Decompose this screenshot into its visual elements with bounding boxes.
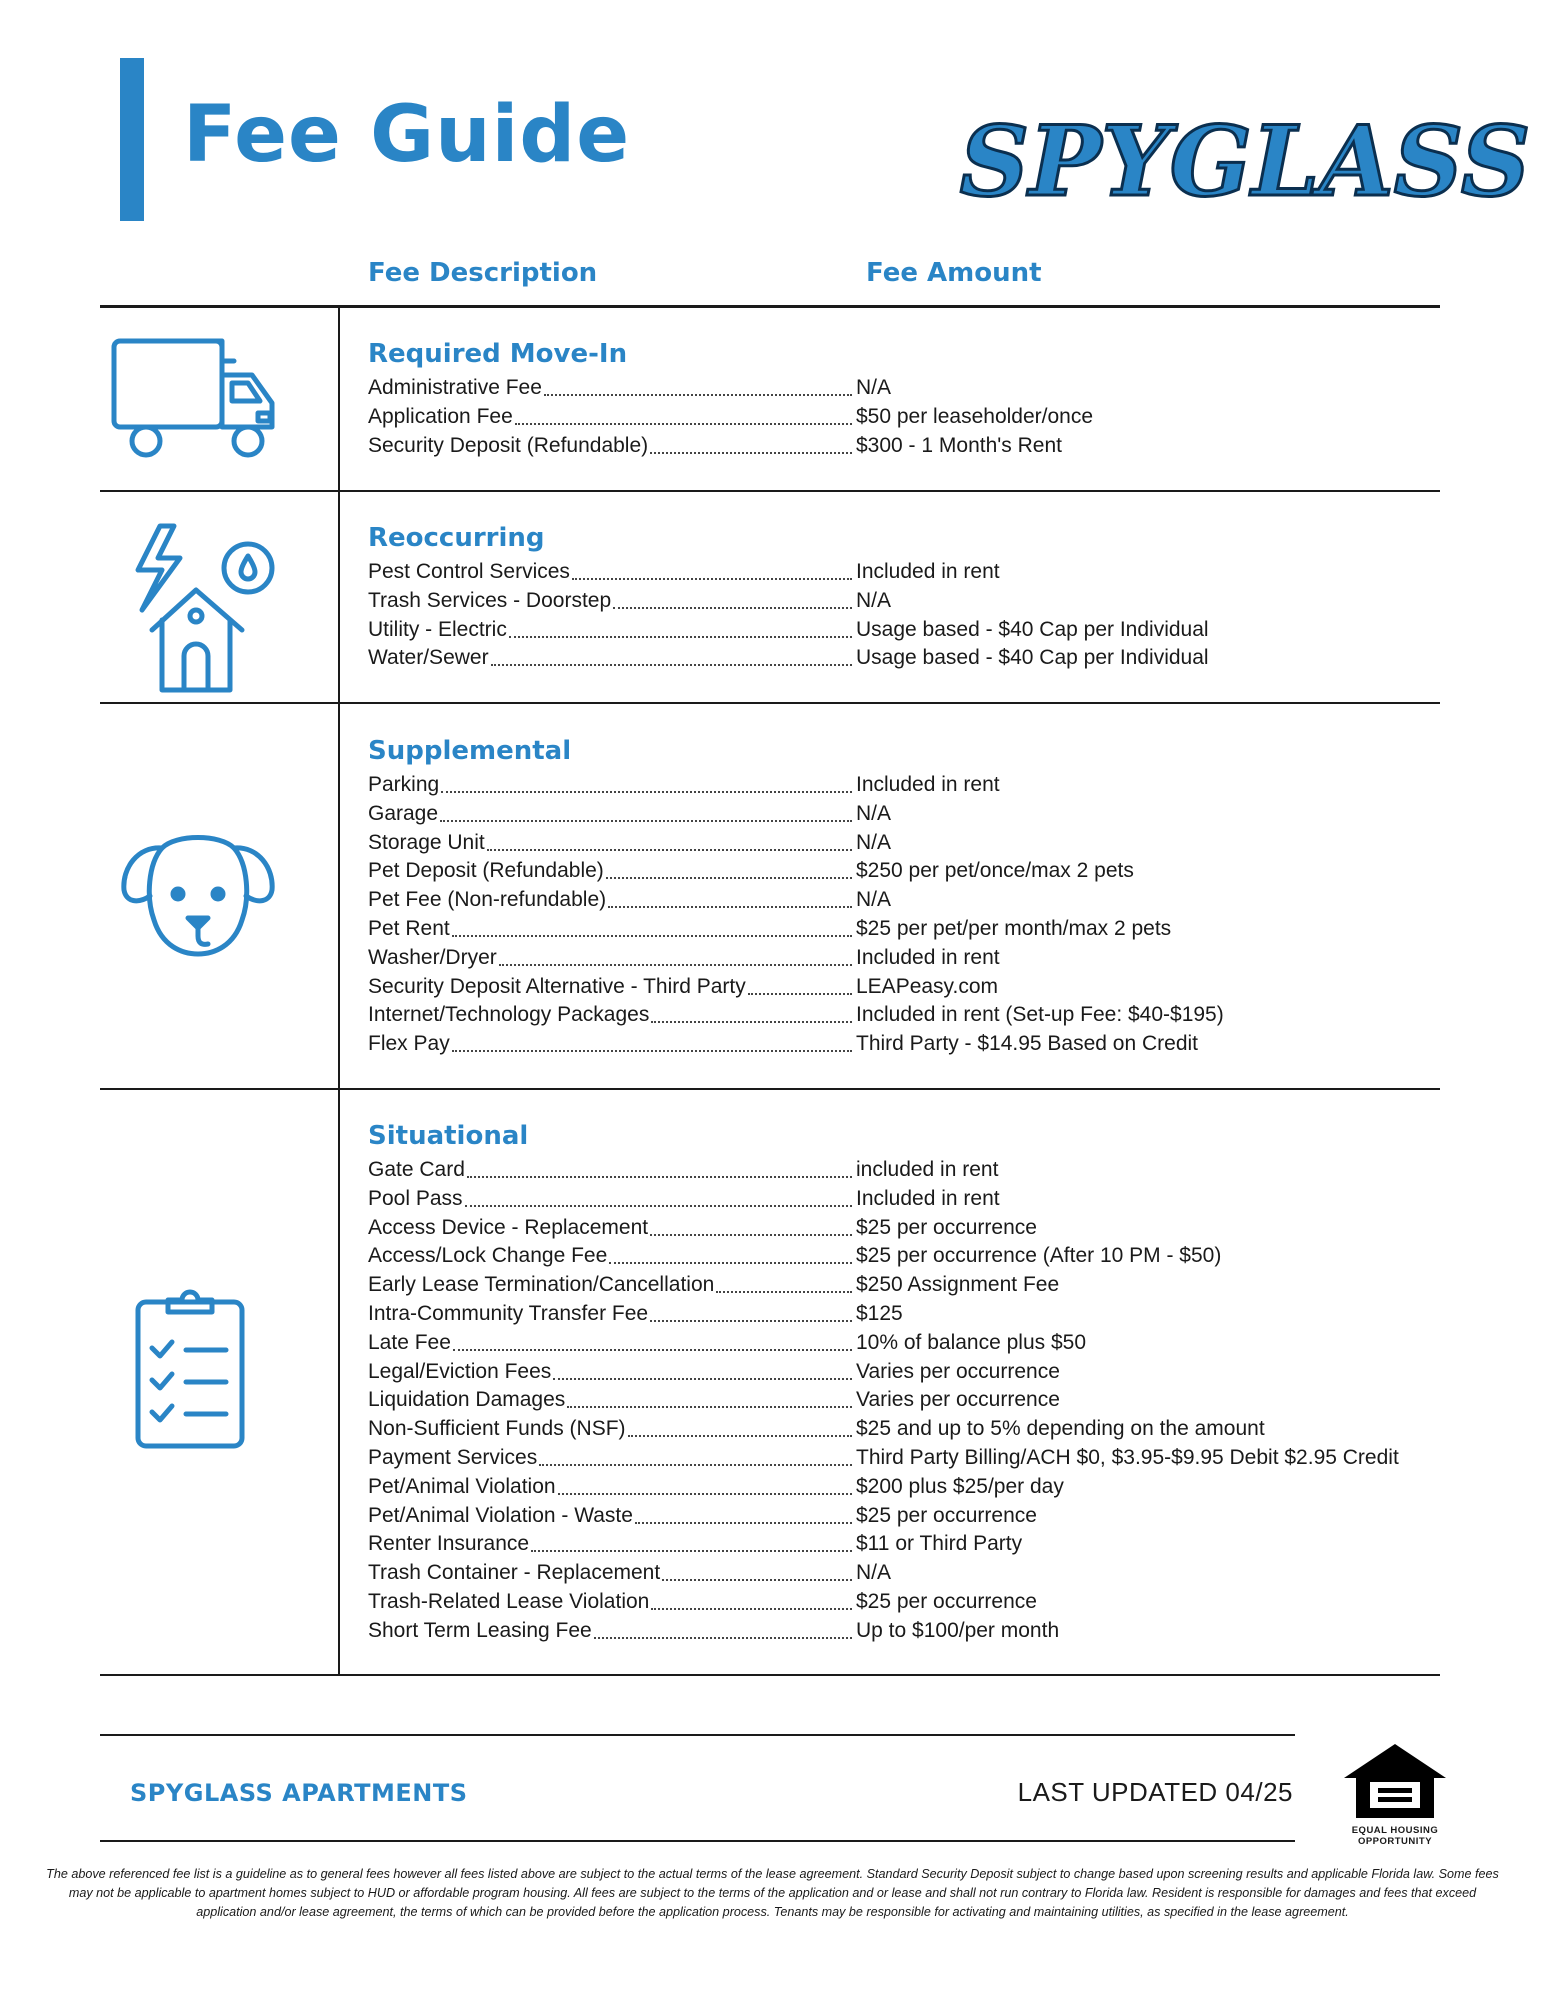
- fee-label: Pool Pass: [368, 1186, 463, 1210]
- dot-leader: [441, 771, 852, 793]
- footer-company-name: SPYGLASS APARTMENTS: [130, 1779, 468, 1807]
- fee-label: Pet Deposit (Refundable): [368, 859, 604, 883]
- fee-description-cell: [368, 1358, 854, 1387]
- fee-row: [368, 374, 1528, 403]
- fee-amount: $250 per pet/once/max 2 pets: [856, 859, 1134, 883]
- page-title: Fee Guide: [183, 90, 631, 180]
- fee-row: [368, 558, 1528, 587]
- fee-description-cell: [368, 1386, 854, 1415]
- fee-row: [368, 1444, 1528, 1473]
- dot-leader: [650, 1300, 852, 1322]
- fee-row: [368, 1473, 1528, 1502]
- fee-amount: Up to $100/per month: [856, 1618, 1060, 1642]
- dot-leader: [453, 1329, 852, 1351]
- fee-description-cell: [368, 1185, 854, 1214]
- fee-row: [368, 829, 1528, 858]
- fee-amount: N/A: [856, 801, 892, 825]
- fee-label: Application Fee: [368, 404, 513, 428]
- fee-description-cell: [368, 829, 854, 858]
- fee-label: Payment Services: [368, 1445, 538, 1469]
- fee-amount: N/A: [856, 830, 892, 854]
- fee-row: [368, 587, 1528, 616]
- fee-description-cell: [368, 644, 854, 673]
- fee-row: [368, 800, 1528, 829]
- fee-label: Access Device - Replacement: [368, 1215, 649, 1239]
- fee-amount: $200 plus $25/per day: [856, 1474, 1064, 1498]
- dot-leader: [651, 1588, 852, 1610]
- dot-leader: [716, 1271, 852, 1293]
- dog-icon: [118, 828, 278, 958]
- fee-label: Trash Container - Replacement: [368, 1561, 661, 1585]
- fee-label: Trash-Related Lease Violation: [368, 1589, 650, 1613]
- fee-amount: included in rent: [856, 1158, 999, 1181]
- fee-label: Security Deposit Alternative - Third Party: [368, 974, 746, 998]
- fee-amount: N/A: [856, 588, 892, 612]
- title-accent-bar: [120, 58, 144, 221]
- dot-leader: [440, 800, 852, 822]
- section-reoccurring: [368, 520, 1528, 673]
- spyglass-logo: [959, 90, 1531, 240]
- section-divider: [100, 1088, 1440, 1090]
- dot-leader: [499, 944, 852, 966]
- dot-leader: [567, 1386, 852, 1408]
- section-title: Supplemental: [368, 736, 572, 766]
- dot-leader: [452, 915, 852, 937]
- footer-top-rule: [100, 1734, 1295, 1736]
- dot-leader: [609, 1242, 852, 1264]
- fee-label: Pet Rent: [368, 916, 450, 940]
- fee-amount: Included in rent: [856, 1186, 1000, 1210]
- fee-amount: $25 per occurrence: [856, 1503, 1037, 1527]
- fee-amount: Included in rent: [856, 773, 1000, 796]
- dot-leader: [539, 1444, 852, 1466]
- dot-leader: [635, 1502, 852, 1524]
- dot-leader: [553, 1358, 852, 1380]
- fee-row: [368, 1156, 1528, 1185]
- dot-leader: [465, 1185, 852, 1207]
- dot-leader: [487, 829, 852, 851]
- table-column-rule: [338, 307, 340, 1674]
- fee-amount: Varies per occurrence: [856, 1359, 1060, 1383]
- fee-row: [368, 1588, 1528, 1617]
- fee-description-cell: [368, 1300, 854, 1329]
- fee-description-cell: [368, 1030, 854, 1059]
- fee-description-cell: [368, 1559, 854, 1588]
- dot-leader: [651, 1001, 852, 1023]
- fee-label: Access/Lock Change Fee: [368, 1244, 608, 1268]
- last-updated-date: LAST UPDATED 04/25: [1017, 1777, 1293, 1807]
- fee-description-cell: [368, 432, 854, 461]
- dot-leader: [544, 374, 852, 396]
- column-header-amount: Fee Amount: [866, 258, 1042, 288]
- fee-description-cell: [368, 587, 854, 616]
- fee-label: Security Deposit (Refundable): [368, 433, 649, 457]
- fee-amount: Third Party Billing/ACH $0, $3.95-$9.95 Debit $2.95 Credit: [856, 1445, 1399, 1469]
- dot-leader: [613, 587, 852, 609]
- fee-row: [368, 1559, 1528, 1588]
- fee-description-cell: [368, 1242, 854, 1271]
- fee-amount: $25 per occurrence (After 10 PM - $50): [856, 1244, 1222, 1268]
- fee-row: [368, 1271, 1528, 1300]
- fee-label: Garage: [368, 801, 439, 825]
- dot-leader: [650, 1214, 852, 1236]
- dot-leader: [662, 1559, 852, 1581]
- fee-row: [368, 1001, 1528, 1030]
- fee-label: Early Lease Termination/Cancellation: [368, 1273, 715, 1297]
- fee-description-cell: [368, 1617, 854, 1646]
- fee-description-cell: [368, 973, 854, 1002]
- fee-row: [368, 616, 1528, 645]
- fee-description-cell: [368, 1530, 854, 1559]
- fee-row: [368, 644, 1528, 673]
- fee-label: Intra-Community Transfer Fee: [368, 1301, 649, 1325]
- section-required-move-in: [368, 336, 1528, 460]
- dot-leader: [608, 886, 852, 908]
- fee-label: Trash Services - Doorstep: [368, 588, 612, 612]
- fee-label: Parking: [368, 773, 440, 796]
- fee-amount: 10% of balance plus $50: [856, 1330, 1087, 1354]
- section-title: Situational: [368, 1121, 529, 1151]
- fee-label: Water/Sewer: [368, 646, 489, 670]
- legal-disclaimer: The above referenced fee list is a guideline as to general fees however all fees listed above are subject to the actual terms of the lease agreement. Standard Security Deposit subject to change based upon screening results and applicable Florida law. Some fees may not be applicable to apartment homes subject to HUD or affordable program housing. All fees are subject to the terms of the application and or lease and shall not run contrary to Florida law. Resident is responsible for damages and fees that exceed application and/or lease agreement, the terms of which can be provided before the application process. Tenants may be responsible for activating and maintaining utilities, as specified in the lease agreement.: [46, 1867, 1499, 1919]
- fee-description-cell: [368, 403, 854, 432]
- equal-housing-opportunity-logo: [1340, 1740, 1450, 1847]
- fee-label: Late Fee: [368, 1330, 451, 1354]
- fee-amount: $125: [856, 1301, 903, 1325]
- fee-description-cell: [368, 1001, 854, 1030]
- fee-description-cell: [368, 1156, 854, 1185]
- fee-row: [368, 1358, 1528, 1387]
- fee-row: [368, 403, 1528, 432]
- fee-row: [368, 1300, 1528, 1329]
- dot-leader: [748, 973, 852, 995]
- fee-amount: Included in rent: [856, 945, 1000, 969]
- fee-description-cell: [368, 1329, 854, 1358]
- fee-label: Administrative Fee: [368, 376, 542, 399]
- fee-description-cell: [368, 616, 854, 645]
- fee-description-cell: [368, 1214, 854, 1243]
- fee-row: [368, 1185, 1528, 1214]
- fee-label: Liquidation Damages: [368, 1388, 566, 1412]
- section-divider: [100, 702, 1440, 704]
- fee-description-cell: [368, 558, 854, 587]
- fee-description-cell: [368, 771, 854, 800]
- dot-leader: [491, 644, 852, 666]
- fee-amount: Usage based - $40 Cap per Individual: [856, 646, 1209, 670]
- fee-row: [368, 1242, 1528, 1271]
- fee-row: [368, 915, 1528, 944]
- fee-label: Pet/Animal Violation - Waste: [368, 1503, 633, 1527]
- fee-row: [368, 886, 1528, 915]
- equal-housing-house-icon: [1340, 1740, 1450, 1820]
- dot-leader: [452, 1030, 852, 1052]
- section-situational: [368, 1118, 1528, 1646]
- fee-amount: $300 - 1 Month's Rent: [856, 433, 1062, 457]
- fee-row: [368, 1329, 1528, 1358]
- fee-row: [368, 1214, 1528, 1243]
- fee-description-cell: [368, 1415, 854, 1444]
- fee-amount: $25 per occurrence: [856, 1589, 1037, 1613]
- dot-leader: [515, 403, 852, 425]
- fee-label: Pest Control Services: [368, 560, 570, 583]
- fee-row: [368, 1386, 1528, 1415]
- fee-description-cell: [368, 886, 854, 915]
- eho-line2: OPPORTUNITY: [1357, 1836, 1433, 1847]
- fee-amount: $50 per leaseholder/once: [856, 404, 1094, 428]
- fee-description-cell: [368, 1271, 854, 1300]
- fee-description-cell: [368, 857, 854, 886]
- fee-label: Utility - Electric: [368, 617, 507, 641]
- fee-description-cell: [368, 1473, 854, 1502]
- fee-label: Pet/Animal Violation: [368, 1474, 556, 1498]
- fee-amount: $25 per occurrence: [856, 1215, 1037, 1239]
- section-supplemental: [368, 733, 1528, 1059]
- fee-amount: $25 and up to 5% depending on the amount: [856, 1417, 1265, 1441]
- fee-row: [368, 944, 1528, 973]
- fee-label: Non-Sufficient Funds (NSF): [368, 1417, 626, 1441]
- dot-leader: [606, 857, 852, 879]
- dot-leader: [628, 1415, 852, 1437]
- fee-row: [368, 432, 1528, 461]
- clipboard-checklist-icon: [130, 1282, 250, 1452]
- fee-label: Washer/Dryer: [368, 945, 497, 969]
- fee-amount: N/A: [856, 888, 892, 912]
- section-divider: [100, 490, 1440, 492]
- column-header-description: Fee Description: [368, 258, 598, 288]
- table-top-rule: [100, 305, 1440, 308]
- fee-amount: Third Party - $14.95 Based on Credit: [856, 1032, 1199, 1056]
- dot-leader: [509, 616, 852, 638]
- fee-description-cell: [368, 1502, 854, 1531]
- fee-amount: N/A: [856, 1561, 892, 1585]
- fee-row: [368, 857, 1528, 886]
- fee-description-cell: [368, 374, 854, 403]
- fee-label: Renter Insurance: [368, 1532, 530, 1556]
- fee-amount: Included in rent: [856, 560, 1000, 583]
- eho-line1: EQUAL HOUSING: [1351, 1825, 1439, 1836]
- fee-description-cell: [368, 944, 854, 973]
- fee-amount: LEAPeasy.com: [856, 974, 999, 998]
- fee-row: [368, 1530, 1528, 1559]
- dot-leader: [467, 1156, 852, 1178]
- dot-leader: [650, 432, 852, 454]
- section-title: Required Move-In: [368, 339, 628, 369]
- fee-description-cell: [368, 1588, 854, 1617]
- fee-label: Storage Unit: [368, 830, 485, 854]
- fee-amount: $11 or Third Party: [856, 1532, 1023, 1556]
- fee-label: Gate Card: [368, 1158, 465, 1181]
- fee-amount: $250 Assignment Fee: [856, 1273, 1060, 1297]
- fee-row: [368, 1415, 1528, 1444]
- footer-bottom-rule: [100, 1840, 1295, 1842]
- fee-label: Short Term Leasing Fee: [368, 1618, 592, 1642]
- section-title: Reoccurring: [368, 523, 545, 553]
- fee-row: [368, 973, 1528, 1002]
- fee-description-cell: [368, 1444, 854, 1473]
- fee-amount: Varies per occurrence: [856, 1388, 1060, 1412]
- logo-text: SPYGLASS: [959, 105, 1531, 218]
- utilities-house-icon: [130, 520, 280, 695]
- fee-row: [368, 771, 1528, 800]
- fee-amount: $25 per pet/per month/max 2 pets: [856, 916, 1172, 940]
- fee-description-cell: [368, 915, 854, 944]
- dot-leader: [558, 1473, 852, 1495]
- fee-label: Pet Fee (Non-refundable): [368, 888, 607, 912]
- fee-label: Internet/Technology Packages: [368, 1003, 650, 1027]
- dot-leader: [594, 1617, 852, 1639]
- fee-row: [368, 1502, 1528, 1531]
- fee-amount: N/A: [856, 376, 892, 399]
- fee-row: [368, 1617, 1528, 1646]
- fee-row: [368, 1030, 1528, 1059]
- table-bottom-rule: [100, 1674, 1440, 1676]
- dot-leader: [531, 1530, 852, 1552]
- fee-label: Legal/Eviction Fees: [368, 1359, 552, 1383]
- fee-amount: Included in rent (Set-up Fee: $40-$195): [856, 1003, 1224, 1027]
- fee-amount: Usage based - $40 Cap per Individual: [856, 617, 1209, 641]
- fee-description-cell: [368, 800, 854, 829]
- dot-leader: [572, 558, 852, 580]
- moving-truck-icon: [108, 335, 288, 465]
- fee-label: Flex Pay: [368, 1032, 450, 1056]
